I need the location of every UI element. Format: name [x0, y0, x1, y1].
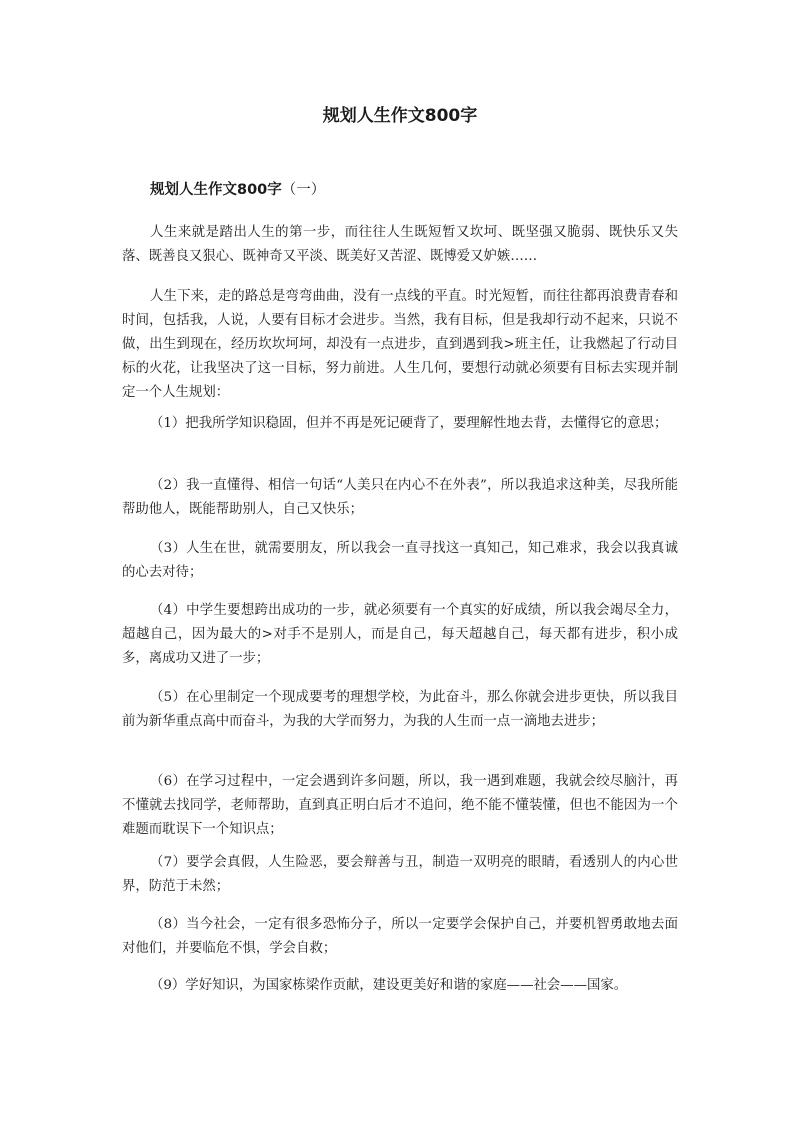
section-title-text: 规划人生作文800字: [150, 182, 282, 198]
section-title-suffix: （一）: [281, 182, 326, 198]
document-title: 规划人生作文800字: [322, 106, 478, 126]
plan-item-6: （6）在学习过程中，一定会遇到许多问题，所以，我一遇到难题，我就会绞尽脑汁，再不懂就去找同学，老师帮助，直到真正明白后才不追问，绝不能不懂装懂，但也不能因为一个难题而耽误下一个知识点；: [122, 774, 678, 837]
plan-item-2: （2）我一直懂得、相信一句话“人美只在内心不在外表”，所以我追求这种美，尽我所能帮助他人，既能帮助别人，自己又快乐；: [122, 478, 678, 517]
section-title: [150, 179, 325, 201]
paragraph-background: 人生下来，走的路总是弯弯曲曲，没有一点线的平直。时光短暂，而往往都再浪费青春和时间，包括我，人说，人要有目标才会进步。当然，我有目标，但是我却行动不起来，只说不做，出生到现在，经历坎坎坷坷，却没有一点进步，直到遇到我>班主任，让我燃起了行动目标的火花，让我坚决了这一目标，努力前进。人生几何，要想行动就必须要有目标去实现并制定一个人生规划：: [122, 289, 678, 400]
plan-item-7: （7）要学会真假，人生险恶，要会辩善与丑，制造一双明亮的眼睛，看透别人的内心世界，防范于未然；: [122, 855, 678, 894]
plan-item-1: （1）把我所学知识稳固，但并不再是死记硬背了，要理解性地去背，去懂得它的意思；: [150, 416, 668, 431]
plan-item-5: （5）在心里制定一个现成要考的理想学校，为此奋斗，那么你就会进步更快，所以我目前为新华重点高中而奋斗，为我的大学而努力，为我的人生而一点一滴地去进步；: [122, 690, 678, 729]
plan-item-9: （9）学好知识，为国家栋梁作贡献，建设更美好和谐的家庭——社会——国家。: [150, 978, 628, 993]
plan-item-8: （8）当今社会，一定有很多恐怖分子，所以一定要学会保护自己，并要机智勇敢地去面对他们，并要临危不惧，学会自救；: [122, 917, 678, 956]
paragraph-intro: 人生来就是踏出人生的第一步，而往往人生既短暂又坎坷、既坚强又脆弱、既快乐又失落、既善良又狠心、既神奇又平淡、既美好又苦涩、既博爱又妒嫉……: [122, 225, 678, 264]
plan-item-4: （4）中学生要想跨出成功的一步，就必须要有一个真实的好成绩，所以我会竭尽全力，超越自己，因为最大的>对手不是别人，而是自己，每天超越自己，每天都有进步，积小成多，离成功又进了一步；: [122, 603, 678, 666]
plan-item-3: （3）人生在世，就需要朋友，所以我会一直寻找这一真知己，知己难求，我会以我真诚的心去对待；: [122, 541, 678, 580]
